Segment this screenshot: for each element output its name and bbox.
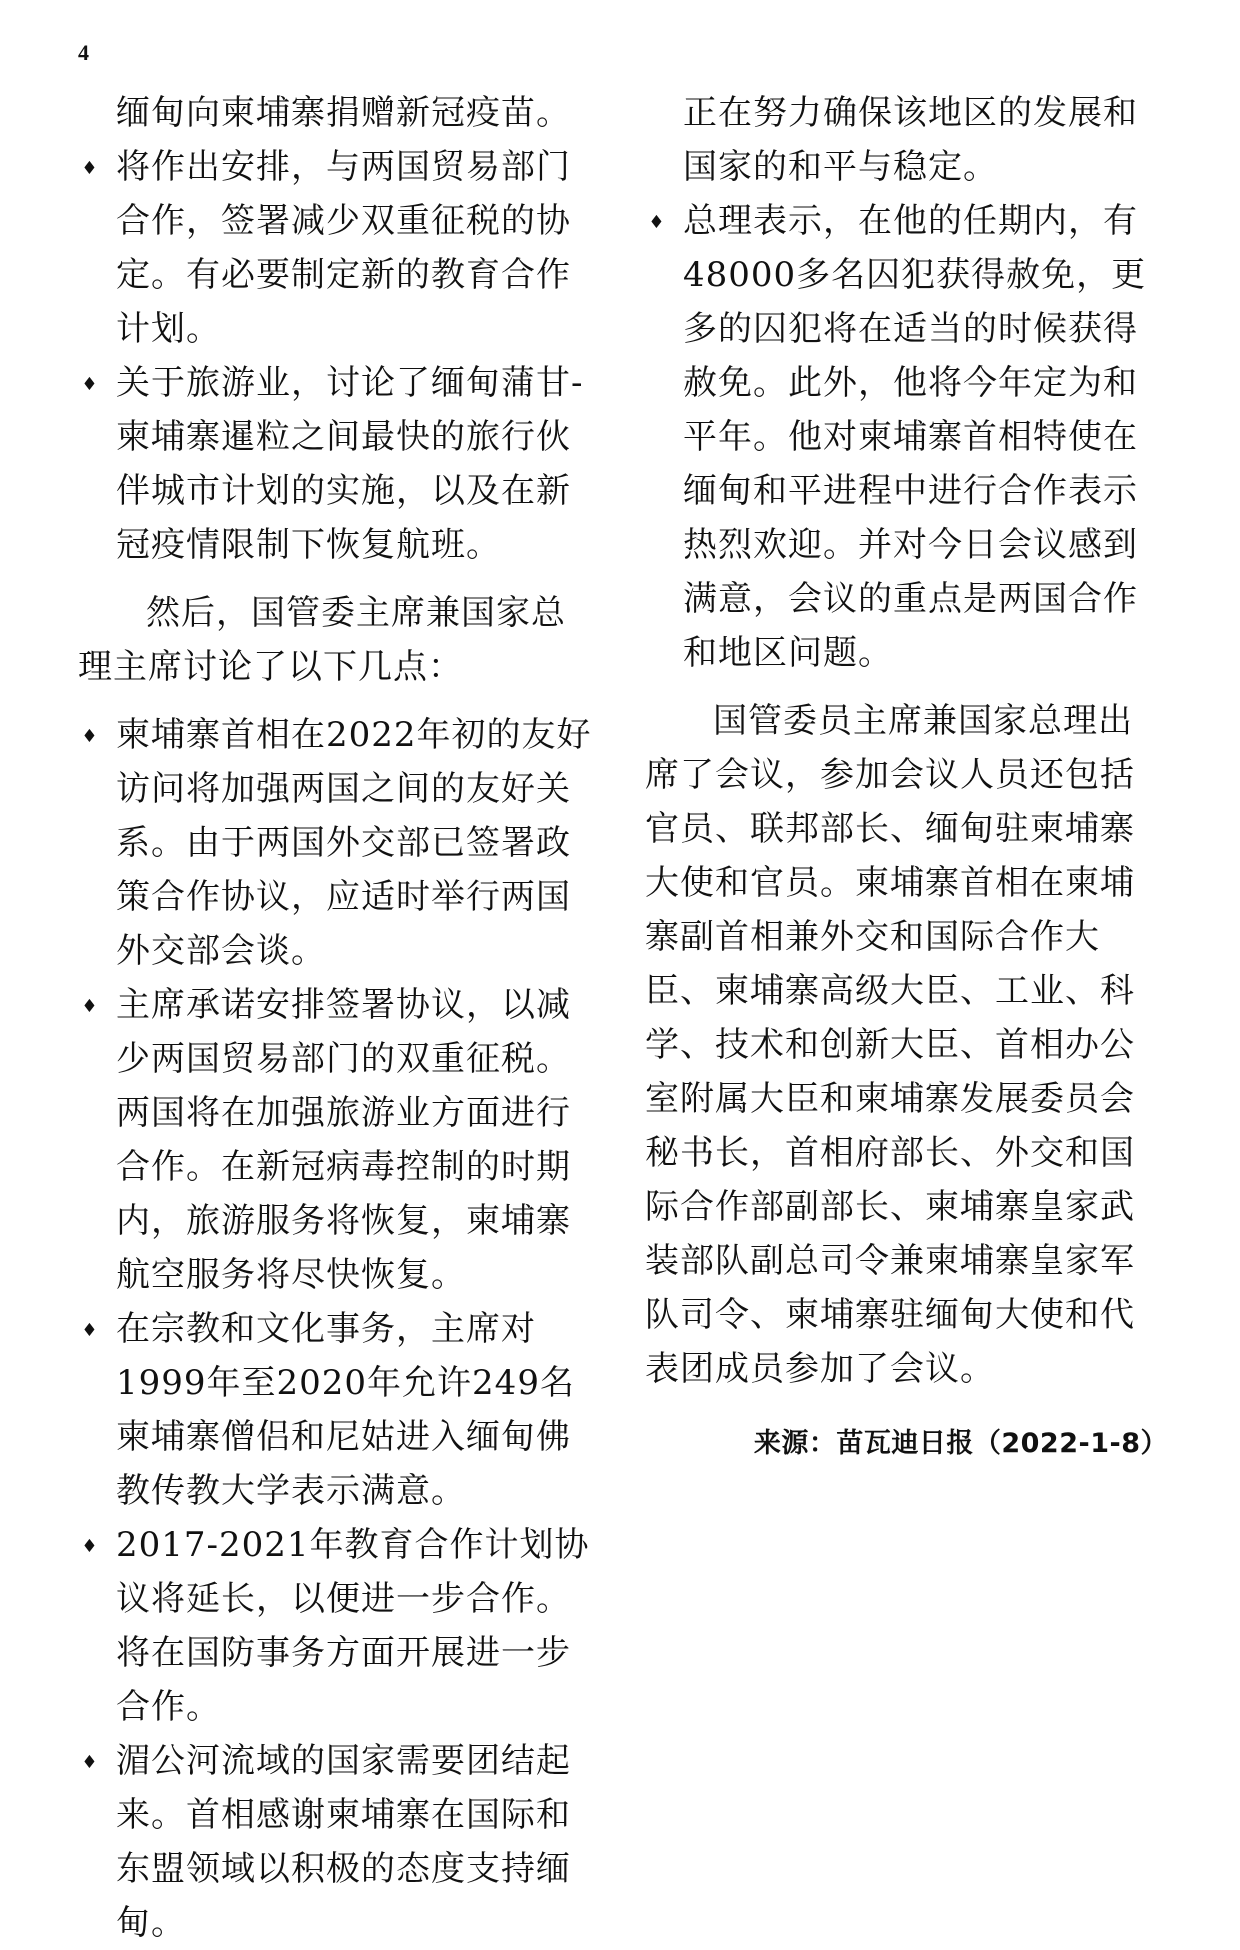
diamond-bullet-icon: ♦ (81, 158, 99, 179)
bullet-item (78, 356, 600, 572)
bullet-text: 在宗教和文化事务，主席对1999年至2020年允许249名柬埔寨僧侣和尼姑进入缅甸佛教传教大学表示满意。 (116, 1309, 575, 1511)
bullet-text: 主席承诺安排签署协议，以减少两国贸易部门的双重征税。两国将在加强旅游业方面进行合作。在新冠病毒控制的时期内，旅游服务将恢复，柬埔寨航空服务将尽快恢复。 (116, 985, 571, 1295)
diamond-bullet-icon: ♦ (81, 1536, 99, 1557)
right-column (645, 86, 1167, 1410)
bullet-item (78, 140, 600, 356)
bullet-text: 总理表示，在他的任期内，有48000多名囚犯获得赦免，更多的囚犯将在适当的时候获得赦免。此外，他将今年定为和平年。他对柬埔寨首相特使在缅甸和平进程中进行合作表示热烈欢迎。并对今日会议感到满意，会议的重点是两国合作和地区问题。 (683, 201, 1147, 673)
closing-paragraph: 国管委员主席兼国家总理出席了会议，参加会议人员还包括官员、联邦部长、缅甸驻柬埔寨大使和官员。柬埔寨首相在柬埔寨副首相兼外交和国际合作大臣、柬埔寨高级大臣、工业、科学、技术和创新大臣、首相办公室附属大臣和柬埔寨发展委员会秘书长，首相府部长、外交和国际合作部副部长、柬埔寨皇家武装部队副总司令兼柬埔寨皇家军队司令、柬埔寨驻缅甸大使和代表团成员参加了会议。 (645, 701, 1135, 1389)
diamond-bullet-icon: ♦ (81, 1320, 99, 1341)
continuation-text: 缅甸向柬埔寨捐赠新冠疫苗。 (116, 93, 571, 133)
bullet-item (78, 1518, 600, 1734)
bullet-text: 柬埔寨首相在2022年初的友好访问将加强两国之间的友好关系。由于两国外交部已签署政策合作协议，应适时举行两国外交部会谈。 (116, 715, 592, 971)
diamond-bullet-icon: ♦ (648, 212, 666, 233)
bullet-item (78, 708, 600, 978)
bullet-item (78, 1302, 600, 1518)
bullet-item (78, 978, 600, 1302)
bullet-item (645, 194, 1167, 680)
diamond-bullet-icon: ♦ (81, 1752, 99, 1773)
left-column (78, 86, 600, 1950)
bullet-text: 2017-2021年教育合作计划协议将延长，以便进一步合作。将在国防事务方面开展进一步合作。 (116, 1525, 590, 1727)
bullet-text: 将作出安排，与两国贸易部门合作，签署减少双重征税的协定。有必要制定新的教育合作计划。 (116, 147, 571, 349)
bullet-text: 关于旅游业，讨论了缅甸蒲甘-柬埔寨暹粒之间最快的旅行伙伴城市计划的实施，以及在新冠疫情限制下恢复航班。 (116, 363, 584, 565)
diamond-bullet-icon: ♦ (81, 996, 99, 1017)
source-citation: 来源：苗瓦迪日报（2022-1-8） (753, 1428, 1168, 1459)
page-number: 4 (78, 40, 89, 65)
diamond-bullet-icon: ♦ (81, 726, 99, 747)
bullet-text: 湄公河流域的国家需要团结起来。首相感谢柬埔寨在国际和东盟领域以积极的态度支持缅甸。 (116, 1741, 571, 1943)
continuation-text: 正在努力确保该地区的发展和国家的和平与稳定。 (683, 93, 1138, 187)
diamond-bullet-icon: ♦ (81, 374, 99, 395)
bullet-item (78, 1734, 600, 1950)
intro-paragraph: 然后，国管委主席兼国家总理主席讨论了以下几点： (78, 593, 566, 687)
